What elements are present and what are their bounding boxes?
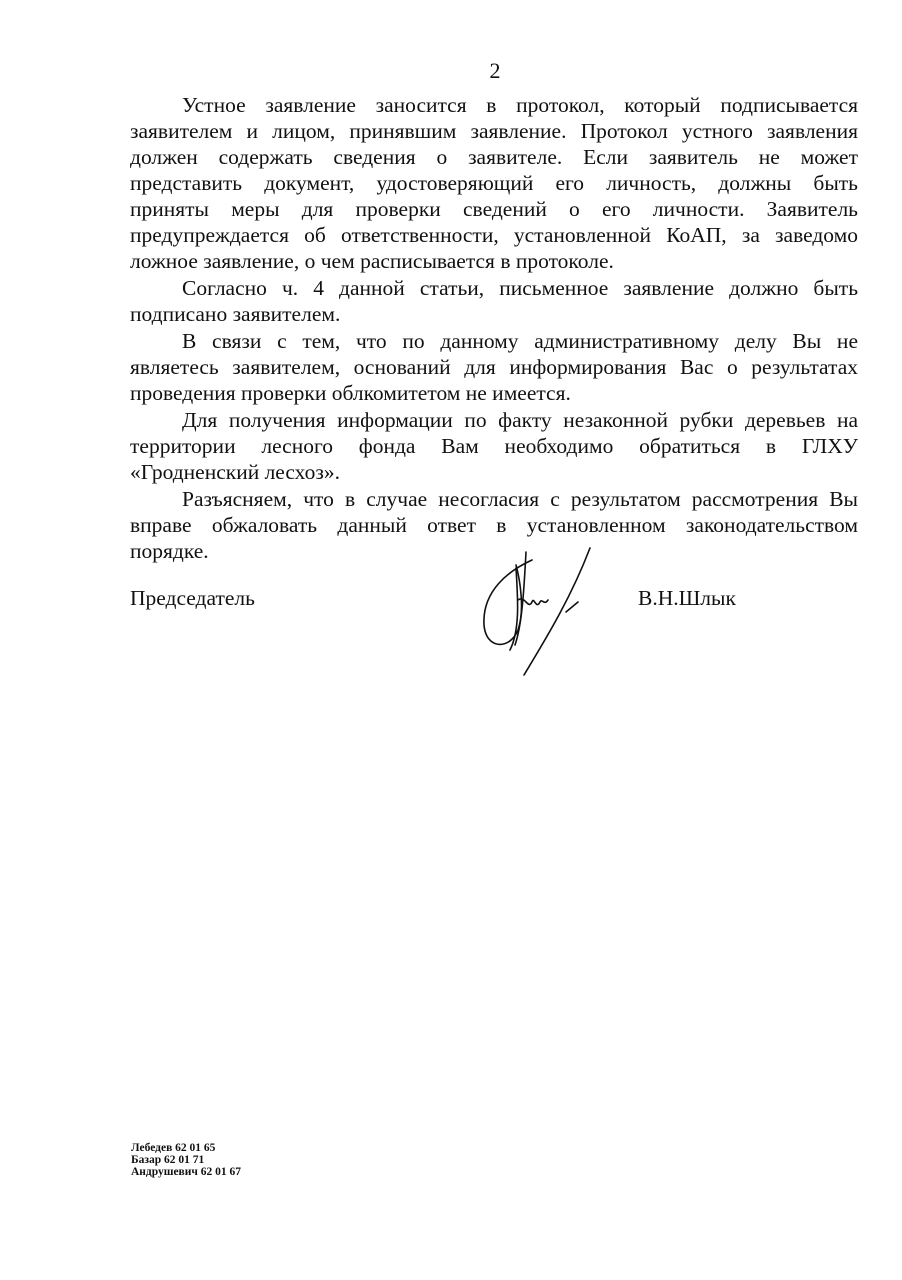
handwritten-signature (470, 540, 600, 680)
text-line: заявителем и лицом, принявшим заявление. Протокол устного заявления (130, 119, 858, 143)
text-line: должен содержать сведения о заявителе. Если заявитель не может (130, 145, 858, 169)
text-line: территории лесного фонда Вам необходимо обратиться в ГЛХУ (130, 434, 858, 458)
text-line: Для получения информации по факту незаконной рубки деревьев на (182, 408, 858, 432)
text-line: ложное заявление, о чем расписывается в протоколе. (130, 249, 614, 273)
paragraph (130, 328, 858, 406)
text-line: Согласно ч. 4 данной статьи, письменное заявление должно быть (182, 276, 858, 300)
text-line: предупреждается об ответственности, установленной КоАП, за заведомо (130, 223, 858, 247)
text-line: являетесь заявителем, оснований для информирования Вас о результатах (130, 355, 858, 379)
text-line: проведения проверки облкомитетом не имеется. (130, 381, 571, 405)
contact-line: Базар 62 01 71 (131, 1154, 205, 1166)
paragraph (130, 92, 858, 274)
text-line: вправе обжаловать данный ответ в установленном законодательством (130, 513, 858, 537)
text-line: порядке. (130, 539, 209, 563)
text-line: подписано заявителем. (130, 302, 341, 326)
letter-body (130, 92, 858, 565)
text-line: Разъясняем, что в случае несогласия с результатом рассмотрения Вы (182, 487, 858, 511)
signatory-name: В.Н.Шлык (638, 586, 736, 610)
signatory-role: Председатель (130, 586, 255, 610)
text-line: приняты меры для проверки сведений о его личности. Заявитель (130, 197, 858, 221)
contacts-footer (131, 1142, 241, 1178)
contact-line: Лебедев 62 01 65 (131, 1142, 216, 1154)
text-line: В связи с тем, что по данному административному делу Вы не (182, 329, 858, 353)
text-line: представить документ, удостоверяющий его личность, должны быть (130, 171, 858, 195)
page-number: 2 (489, 58, 501, 83)
paragraph (130, 275, 858, 327)
paragraph (130, 407, 858, 485)
text-line: Устное заявление заносится в протокол, который подписывается (182, 93, 858, 117)
contact-line: Андрушевич 62 01 67 (131, 1166, 242, 1178)
text-line: «Гродненский лесхоз». (130, 460, 340, 484)
